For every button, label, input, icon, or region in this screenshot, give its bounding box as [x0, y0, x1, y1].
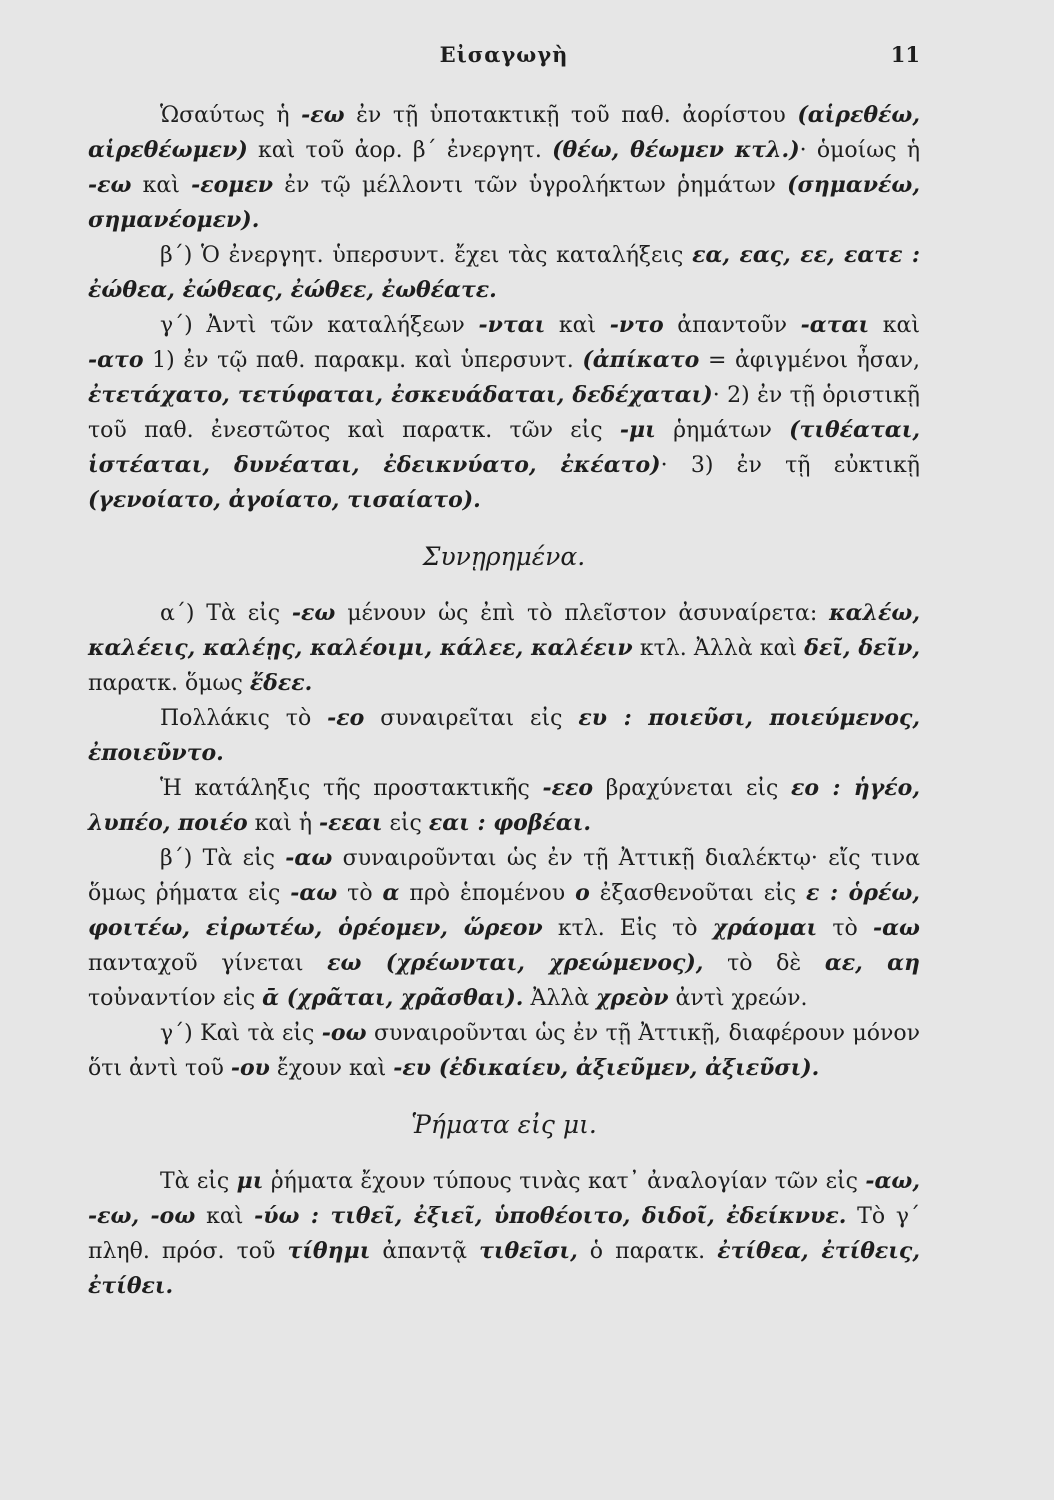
- paragraph-3: [88, 308, 920, 518]
- text-run: α΄) Τὰ εἰς: [160, 601, 292, 626]
- bold-term: ἔδεε.: [249, 670, 313, 696]
- text-run: · 2) ἐν τῇ ὁριστικῇ τοῦ παθ. ἐνεστῶτος καὶ παρατκ. τῶν εἰς: [88, 383, 920, 443]
- text-run: ὁ παρατκ.: [577, 1239, 718, 1264]
- bold-term: -αται: [800, 312, 870, 338]
- section-title-contracted: Συνῃρημένα.: [422, 542, 586, 571]
- paragraph-9: [88, 1164, 920, 1304]
- text-run: καὶ: [869, 313, 920, 338]
- text-run: 1) ἐν τῷ παθ. παρακμ. καὶ ὑπερσυντ.: [143, 348, 583, 373]
- text-run: Ὡσαύτως ἡ: [160, 103, 302, 128]
- bold-term: μι: [236, 1168, 264, 1194]
- bold-term: χρεὸν: [596, 985, 669, 1011]
- text-run: κτλ. Εἰς τὸ: [542, 916, 713, 941]
- text-run: ἀπαντᾷ: [370, 1239, 480, 1264]
- bold-term: -εεαι: [319, 810, 383, 836]
- text-run: Ἀλλὰ: [523, 986, 597, 1011]
- text-run: τὸ: [337, 881, 383, 906]
- text-run: = ἀφιγμένοι ἦσαν,: [699, 348, 920, 373]
- text-run: βραχύνεται εἰς: [593, 776, 791, 801]
- text-run: · 3) ἐν τῇ εὐκτικῇ: [660, 453, 920, 478]
- bold-term: τίθημι: [287, 1238, 371, 1264]
- bold-term: δεῖ, δεῖν,: [804, 635, 920, 661]
- bold-term: (γενοίατο, ἀγοίατο, τισαίατο).: [88, 487, 481, 513]
- bold-term: -ατο: [88, 347, 144, 373]
- bold-term: ευ : ποιεῦσι, ποιεύμενος, ἐποιεῦντο.: [88, 705, 921, 766]
- text-run: εἰς: [382, 811, 429, 836]
- section-title-mi-verbs: Ῥήματα εἰς μι.: [411, 1110, 597, 1139]
- bold-term: -εο: [327, 705, 365, 731]
- text-run: ἐν τῷ μέλλοντι τῶν ὑγρολήκτων ῥημάτων: [273, 173, 788, 198]
- bold-term: (θέω, θέωμεν κτλ.): [552, 137, 800, 163]
- bold-term: εο : ἡγέο, λυπέο, ποιέο: [88, 775, 920, 836]
- text-run: ἀπαντοῦν: [663, 313, 801, 338]
- text-run: β΄) Ὁ ἐνεργητ. ὑπερσυντ. ἔχει τὰς καταλήξεις: [160, 243, 693, 268]
- bold-term: (αἱρεθέω, αἱρεθέωμεν): [88, 102, 920, 163]
- paragraph-6: [88, 771, 920, 841]
- text-run: γ΄) Ἀντὶ τῶν καταλήξεων: [160, 313, 479, 338]
- paragraph-5: [88, 701, 920, 771]
- bold-term: ε : ὁρέω, φοιτέω, εἰρωτέω, ὁρέομεν, ὥρεον: [88, 880, 920, 941]
- text-run: τὸ δὲ: [703, 951, 825, 976]
- bold-term: -εω: [88, 172, 132, 198]
- text-run: ἐξασθενοῦται εἰς: [589, 881, 806, 906]
- text-run: · ὁμοίως ἡ: [799, 138, 921, 163]
- paragraph-4: [88, 596, 920, 701]
- text-run: ἔχουν καὶ: [269, 1056, 394, 1081]
- bold-term: (σημανέω, σημανέομεν).: [88, 172, 920, 233]
- bold-term: ᾱ (χρᾶται, χρᾶσθαι).: [262, 985, 524, 1011]
- bold-term: ἐτετάχατο, τετύφαται, ἐσκευάδαται, δεδέχαται): [88, 382, 713, 408]
- bold-term: καλέω, καλέεις, καλέῃς, καλέοιμι, κάλεε, καλέειν: [88, 600, 920, 661]
- paragraph-2: [88, 238, 920, 308]
- bold-term: -οω: [321, 1020, 367, 1046]
- text-run: τὸ: [817, 916, 873, 941]
- text-run: κτλ. Ἀλλὰ καὶ: [632, 636, 805, 661]
- text-run: ἐν τῇ ὑποτακτικῇ τοῦ παθ. ἀορίστου: [344, 103, 798, 128]
- bold-term: -νται: [478, 312, 546, 338]
- bold-term: -εεο: [542, 775, 593, 801]
- text-run: συναιροῦνται ὡς ἐν τῇ Ἀττικῇ, διαφέρουν μόνον ὅτι ἀντὶ τοῦ: [88, 1021, 921, 1081]
- bold-term: εω (χρέωνται, χρεώμενος),: [327, 950, 704, 976]
- bold-term: -εω: [291, 600, 336, 626]
- page-body: [88, 98, 920, 1304]
- text-run: πανταχοῦ γίνεται: [88, 951, 328, 976]
- text-run: πρὸ ἑπομένου: [399, 881, 576, 906]
- bold-term: εαι : φοβέαι.: [428, 810, 592, 836]
- text-run: ῥημάτων: [655, 418, 790, 443]
- text-run: Ἡ κατάληξις τῆς προστακτικῆς: [160, 776, 543, 801]
- bold-term: (ἀπίκατο: [582, 347, 700, 373]
- text-run: Τὸ γ΄ πληθ. πρόσ. τοῦ: [88, 1204, 920, 1264]
- paragraph-8: [88, 1016, 920, 1086]
- bold-term: -αω, -εω, -οω: [88, 1168, 920, 1229]
- text-run: β΄) Τὰ εἰς: [160, 846, 286, 871]
- bold-term: αε, αη: [824, 950, 921, 976]
- bold-term: -μι: [619, 417, 656, 443]
- text-run: καὶ: [195, 1204, 255, 1229]
- bold-term: τιθεῖσι,: [479, 1238, 578, 1264]
- bold-term: -αω: [872, 915, 920, 941]
- bold-term: -εομεν: [191, 172, 274, 198]
- bold-term: (τιθέαται, ἱστέαται, δυνέαται, ἐδεικνύατο, ἐκέατο): [88, 417, 920, 478]
- bold-term: χράομαι: [712, 915, 818, 941]
- bold-term: -ου: [230, 1055, 270, 1081]
- text-run: καὶ τοῦ ἀορ. β΄ ἐνεργητ.: [247, 138, 553, 163]
- page-number: 11: [890, 42, 920, 67]
- text-run: ῥήματα ἔχουν τύπους τινὰς κατ᾽ ἀναλογίαν τῶν εἰς: [263, 1169, 866, 1194]
- text-run: Τὰ εἰς: [160, 1169, 237, 1194]
- text-run: γ΄) Καὶ τὰ εἰς: [160, 1021, 322, 1046]
- bold-term: -αω: [290, 880, 338, 906]
- bold-term: -ντο: [609, 312, 664, 338]
- text-run: Πολλάκις τὸ: [160, 706, 328, 731]
- text-run: τοὐναντίον εἰς: [88, 986, 263, 1011]
- bold-term: -αω: [285, 845, 333, 871]
- bold-term: -ευ (ἐδικαίευ, ἀξιεῦμεν, ἀξιεῦσι).: [393, 1055, 820, 1081]
- bold-term: -ύω : τιθεῖ, ἐξιεῖ, ὑποθέοιτο, διδοῖ, ἐδείκνυε.: [254, 1203, 847, 1229]
- bold-term: -εω: [301, 102, 345, 128]
- text-run: συναιροῦνται ὡς ἐν τῇ Ἀττικῇ διαλέκτῳ· εἴς τινα ὅμως ῥήματα εἰς: [88, 846, 920, 906]
- text-run: παρατκ. ὅμως: [88, 671, 250, 696]
- paragraph-7: [88, 841, 920, 1016]
- paragraph-1: [88, 98, 920, 238]
- text-run: καὶ: [545, 313, 610, 338]
- text-run: καὶ: [131, 173, 192, 198]
- text-run: συναιρεῖται εἰς: [364, 706, 579, 731]
- bold-term: ο: [575, 880, 590, 906]
- text-run: ἀντὶ χρεών.: [668, 986, 808, 1011]
- text-run: καὶ ἡ: [247, 811, 320, 836]
- text-run: μένουν ὡς ἐπὶ τὸ πλεῖστον ἀσυναίρετα:: [335, 601, 830, 626]
- bold-term: ἐτίθεα, ἐτίθεις, ἐτίθει.: [88, 1238, 920, 1299]
- bold-term: α: [382, 880, 400, 906]
- page-header: [88, 42, 920, 72]
- running-head: Εἰσαγωγὴ: [439, 42, 569, 67]
- bold-term: εα, εας, εε, εατε : ἐώθεα, ἐώθεας, ἐώθεε, ἐωθέατε.: [88, 242, 920, 303]
